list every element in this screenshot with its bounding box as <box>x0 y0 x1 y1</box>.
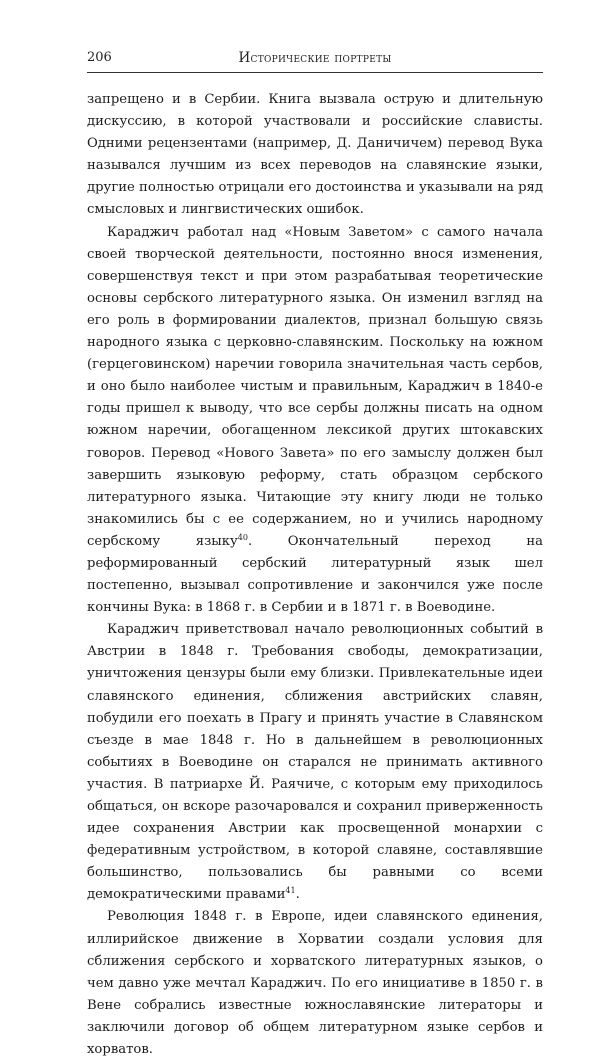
running-title: Исторические портреты <box>238 50 392 66</box>
page-header <box>87 48 543 70</box>
body-text <box>87 89 543 1061</box>
paragraph-2 <box>87 222 543 620</box>
footnote-ref-40: 40 <box>237 532 248 542</box>
paragraph-text-after: . <box>295 887 300 903</box>
paragraph-text: Революция 1848 г. в Европе, идеи славянского единения, иллирийское движение в Хорватии создали условия для сближения сербского и хорватского литературных языков, о чем давно уже мечтал Караджич. По его инициативе в 1850 г. в Вене собрались известные южнославянские литераторы и заключили договор об общем литературном языке сербов и хорватов. <box>87 909 543 1058</box>
header-rule <box>87 72 543 73</box>
paragraph-text: Караджич работал над «Новым Заветом» с самого начала своей творческой деятельности, постоянно внося изменения, совершенствуя текст и при этом разрабатывая теоретические основы сербского литературного языка. Он изменил взгляд на его роль в формировании диалектов, признал большую связь народного языка с церковно-славянским. Поскольку на южном (герцеговинском) наречии говорила значительная часть сербов, и оно было наиболее чистым и правильным, Караджич в 1840-е годы пришел к выводу, что все сербы должны писать на одном южном наречии, обогащенном лексикой других штокавских говоров. Перевод «Нового Завета» по его замыслу должен был завершить языковую реформу, стать образцом сербского литературного языка. Читающие эту книгу люди не только знакомились бы с ее содержанием, но и учились народному сербскому языку <box>87 224 543 549</box>
paragraph-3 <box>87 619 543 906</box>
paragraph-text: Караджич приветствовал начало революционных событий в Австрии в 1848 г. Требования свободы, демократизации, уничтожения цензуры были ему близки. Привлекательные идеи славянского единения, сближения австрийских славян, побудили его поехать в Прагу и принять участие в Славянском съезде в мае 1848 г. Но в дальнейшем в революционных событиях в Воеводине он старался не принимать активного участия. В патриархе Й. Раячиче, с которым ему приходилось общаться, он вскоре разочаровался и сохранил приверженность идее сохранения Австрии как просвещенной монархии с федеративным устройством, в которой славяне, составлявшие большинство, пользовались бы равными со всеми демократическими правами <box>87 622 543 903</box>
paragraph-text-after: . Окончательный переход на реформированный сербский литературный язык шел постепенно, вызывал сопротивление и закончился уже после кончины Вука: в 1868 г. в Сербии и в 1871 г. в Воеводине. <box>87 533 544 616</box>
paragraph-4 <box>87 906 543 1061</box>
page-number: 206 <box>87 50 112 65</box>
paragraph-text: запрещено и в Сербии. Книга вызвала острую и длительную дискуссию, в которой участвовали и российские слависты. Одними рецензентами (например, Д. Даничичем) перевод Вука назывался лучшим из всех переводов на славянские языки, другие полностью отрицали его достоинства и указывали на ряд смысловых и лингвистических ошибок. <box>87 92 543 218</box>
footnote-ref-41: 41 <box>285 886 296 896</box>
paragraph-1 <box>87 89 543 222</box>
